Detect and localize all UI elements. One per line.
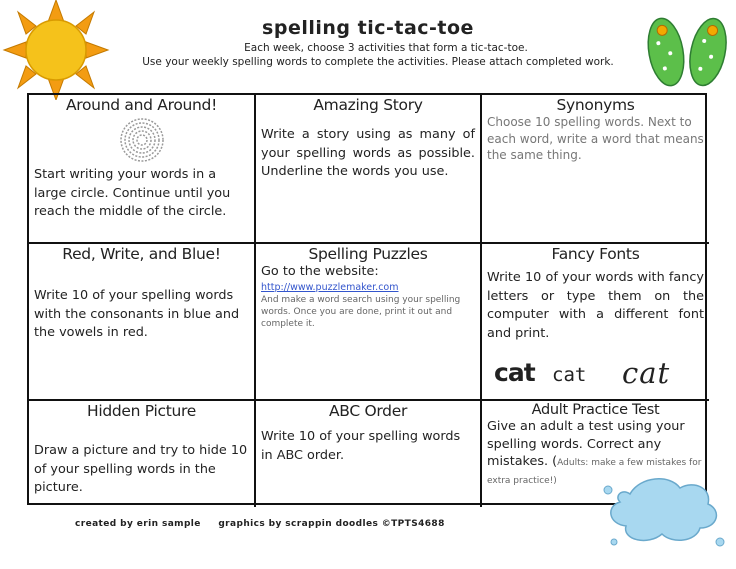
cell-body: Write 10 of your words with fancy letters or type them on the computer with a different font and print. [487, 270, 704, 341]
graphics-credit: graphics by scrappin doodles ©TPTS4688 [218, 519, 445, 529]
cell-around-and-around [29, 95, 256, 244]
cell-body: Give an adult a test using your spelling words. Correct any mistakes. ( [487, 419, 685, 469]
cell-title: Around and Around! [65, 96, 218, 114]
cell-hidden-picture [29, 401, 256, 507]
cell-title: Hidden Picture [86, 402, 197, 420]
cell-note: And make a word search using your spelling words. Once you are done, print it out and complete it. [261, 295, 461, 329]
cell-body: Start writing your words in a large circle. Continue until you reach the middle of the circle. [34, 167, 231, 219]
instructions-line-2: Use your weekly spelling words to complete the activities. Please attach completed work. [142, 56, 614, 68]
footer-credits [75, 519, 459, 529]
cell-title: Adult Practice Test [531, 402, 660, 418]
website-intro: Go to the website: [261, 264, 379, 279]
font-sample-script: cat [622, 356, 671, 390]
cell-abc-order [256, 401, 482, 507]
cell-amazing-story [256, 95, 482, 244]
puzzlemaker-link[interactable]: http://www.puzzlemaker.com [261, 282, 399, 293]
spiral-icon [119, 117, 165, 163]
cell-title: Red, Write, and Blue! [62, 245, 221, 263]
font-samples [494, 356, 694, 392]
cell-body: Choose 10 spelling words. Next to each word, write a word that means the same thing. [487, 115, 704, 162]
cell-note: Adults: make a few mistakes for extra practice!) [487, 458, 702, 486]
cell-spelling-puzzles [256, 244, 482, 401]
font-sample-bold: cat [494, 358, 535, 387]
cell-body: Write 10 of your spelling words in ABC order. [261, 429, 461, 463]
author-credit: created by erin sample [75, 519, 201, 529]
instructions-line-1: Each week, choose 3 activities that form a tic-tac-toe. [244, 42, 528, 54]
tic-tac-toe-grid [27, 93, 707, 505]
font-sample-mono: cat [552, 364, 587, 386]
cell-title: Spelling Puzzles [308, 245, 428, 263]
page-title: spelling tic-tac-toe [262, 17, 474, 39]
cell-title: Fancy Fonts [551, 245, 640, 263]
cell-red-write-blue [29, 244, 256, 401]
cell-title: Synonyms [556, 96, 635, 114]
cell-synonyms [482, 95, 709, 244]
cell-title: Amazing Story [313, 96, 423, 114]
cell-body: Draw a picture and try to hide 10 of your spelling words in the picture. [34, 443, 248, 495]
cell-fancy-fonts [482, 244, 709, 401]
cell-title: ABC Order [328, 402, 408, 420]
cell-body: Write a story using as many of your spelling words as possible. Underline the words you use. [261, 127, 475, 179]
cell-body: Write 10 of your spelling words with the consonants in blue and the vowels in red. [34, 288, 240, 340]
water-splash-icon [600, 472, 728, 548]
